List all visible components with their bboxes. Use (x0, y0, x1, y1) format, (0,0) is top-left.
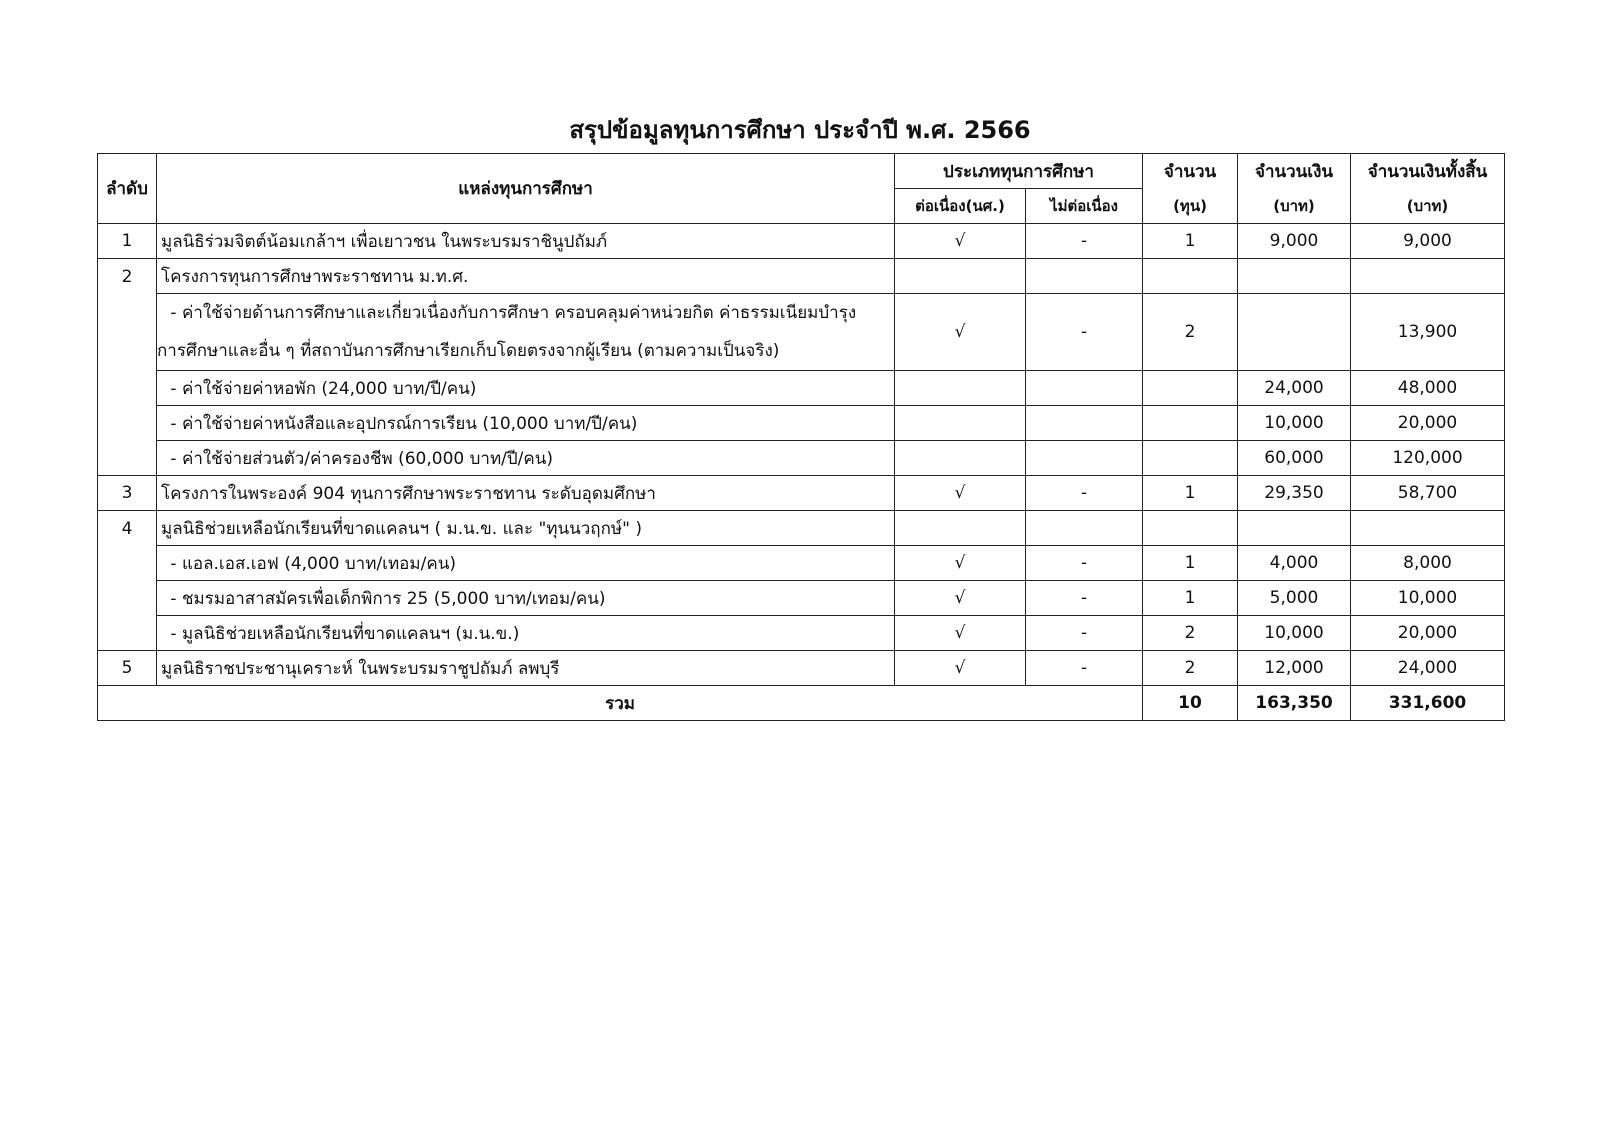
row-amount (1238, 259, 1351, 294)
header-continuous: ต่อเนื่อง(นศ.) (895, 189, 1026, 224)
row-total: 120,000 (1351, 441, 1505, 476)
document-title: สรุปข้อมูลทุนการศึกษา ประจำปี พ.ศ. 2566 (569, 116, 1031, 144)
table-row (98, 224, 1505, 259)
row-count: 1 (1143, 546, 1238, 581)
row-continuous: √ (895, 651, 1026, 686)
row-source: - ค่าใช้จ่ายค่าหนังสือและอุปกรณ์การเรียน (10,000 บาท/ปี/คน) (157, 406, 895, 441)
row-total: 48,000 (1351, 371, 1505, 406)
row-continuous (895, 259, 1026, 294)
row-source: โครงการทุนการศึกษาพระราชทาน ม.ท.ศ. (157, 259, 895, 294)
row-non-continuous (1026, 441, 1143, 476)
table-row (98, 406, 1505, 441)
table-row (98, 371, 1505, 406)
row-continuous (895, 441, 1026, 476)
row-source: - มูลนิธิช่วยเหลือนักเรียนที่ขาดแคลนฯ (ม.น.ข.) (157, 616, 895, 651)
row-continuous: √ (895, 546, 1026, 581)
row-continuous: √ (895, 294, 1026, 371)
row-no: 1 (98, 224, 157, 259)
row-source: - แอล.เอส.เอฟ (4,000 บาท/เทอม/คน) (157, 546, 895, 581)
total-count: 10 (1143, 686, 1238, 721)
total-label: รวม (98, 686, 1143, 721)
row-count: 2 (1143, 651, 1238, 686)
row-total (1351, 259, 1505, 294)
total-grand: 331,600 (1351, 686, 1505, 721)
row-source: โครงการในพระองค์ 904 ทุนการศึกษาพระราชทาน ระดับอุดมศึกษา (157, 476, 895, 511)
row-amount (1238, 511, 1351, 546)
row-no: 3 (98, 476, 157, 511)
row-amount: 5,000 (1238, 581, 1351, 616)
row-count: 2 (1143, 294, 1238, 371)
row-total: 13,900 (1351, 294, 1505, 371)
row-amount: 4,000 (1238, 546, 1351, 581)
table-row (98, 294, 1505, 371)
row-continuous (895, 511, 1026, 546)
row-total: 20,000 (1351, 406, 1505, 441)
row-continuous (895, 371, 1026, 406)
header-total-amount-unit: (บาท) (1351, 189, 1505, 224)
row-source: มูลนิธิช่วยเหลือนักเรียนที่ขาดแคลนฯ ( ม.น.ข. และ "ทุนนวฤกษ์" ) (157, 511, 895, 546)
table-row (98, 441, 1505, 476)
table-row (98, 511, 1505, 546)
row-no: 2 (98, 259, 157, 476)
row-no: 4 (98, 511, 157, 651)
header-count-unit: (ทุน) (1143, 189, 1238, 224)
header-no: ลำดับ (98, 154, 157, 224)
table-row (98, 259, 1505, 294)
row-non-continuous (1026, 371, 1143, 406)
row-source: มูลนิธิราชประชานุเคราะห์ ในพระบรมราชูปถัมภ์ ลพบุรี (157, 651, 895, 686)
row-continuous: √ (895, 476, 1026, 511)
row-total: 58,700 (1351, 476, 1505, 511)
row-count (1143, 511, 1238, 546)
row-continuous: √ (895, 581, 1026, 616)
row-non-continuous: - (1026, 294, 1143, 371)
row-no: 5 (98, 651, 157, 686)
row-count (1143, 371, 1238, 406)
row-amount: 10,000 (1238, 616, 1351, 651)
row-non-continuous: - (1026, 651, 1143, 686)
header-source: แหล่งทุนการศึกษา (157, 154, 895, 224)
header-amount: จำนวนเงิน (1238, 154, 1351, 189)
row-amount: 12,000 (1238, 651, 1351, 686)
row-count (1143, 441, 1238, 476)
row-non-continuous: - (1026, 546, 1143, 581)
header-total-amount: จำนวนเงินทั้งสิ้น (1351, 154, 1505, 189)
row-total: 24,000 (1351, 651, 1505, 686)
row-count (1143, 259, 1238, 294)
header-type: ประเภททุนการศึกษา (895, 154, 1143, 189)
row-amount: 29,350 (1238, 476, 1351, 511)
row-non-continuous: - (1026, 616, 1143, 651)
table-row (98, 616, 1505, 651)
row-count: 1 (1143, 581, 1238, 616)
row-amount: 10,000 (1238, 406, 1351, 441)
row-non-continuous (1026, 259, 1143, 294)
row-source: - ค่าใช้จ่ายส่วนตัว/ค่าครองชีพ (60,000 บาท/ปี/คน) (157, 441, 895, 476)
row-source-line-2: การศึกษาและอื่น ๆ ที่สถาบันการศึกษาเรียกเก็บโดยตรงจากผู้เรียน (ตามความเป็นจริง) (157, 341, 780, 361)
row-non-continuous: - (1026, 476, 1143, 511)
row-non-continuous (1026, 406, 1143, 441)
total-row (98, 686, 1505, 721)
row-non-continuous: - (1026, 581, 1143, 616)
header-non-continuous: ไม่ต่อเนื่อง (1026, 189, 1143, 224)
row-amount: 9,000 (1238, 224, 1351, 259)
total-amount: 163,350 (1238, 686, 1351, 721)
row-total: 8,000 (1351, 546, 1505, 581)
row-non-continuous: - (1026, 224, 1143, 259)
table-row (98, 581, 1505, 616)
row-count: 1 (1143, 476, 1238, 511)
row-total: 20,000 (1351, 616, 1505, 651)
row-total (1351, 511, 1505, 546)
row-continuous (895, 406, 1026, 441)
header-amount-unit: (บาท) (1238, 189, 1351, 224)
row-source-line-1: - ค่าใช้จ่ายด้านการศึกษาและเกี่ยวเนื่องกับการศึกษา ครอบคลุมค่าหน่วยกิต ค่าธรรมเนียมบำรุง (165, 303, 857, 323)
row-count: 2 (1143, 616, 1238, 651)
row-count (1143, 406, 1238, 441)
row-non-continuous (1026, 511, 1143, 546)
table-row (98, 546, 1505, 581)
row-amount: 60,000 (1238, 441, 1351, 476)
row-source: - ชมรมอาสาสมัครเพื่อเด็กพิการ 25 (5,000 บาท/เทอม/คน) (157, 581, 895, 616)
scholarship-table (97, 153, 1505, 721)
row-amount (1238, 294, 1351, 371)
row-source: มูลนิธิร่วมจิตต์น้อมเกล้าฯ เพื่อเยาวชน ในพระบรมราชินูปถัมภ์ (157, 224, 895, 259)
row-continuous: √ (895, 224, 1026, 259)
header-count: จำนวน (1143, 154, 1238, 189)
row-amount: 24,000 (1238, 371, 1351, 406)
table-row (98, 651, 1505, 686)
table-row (98, 476, 1505, 511)
row-count: 1 (1143, 224, 1238, 259)
row-total: 9,000 (1351, 224, 1505, 259)
row-source (157, 294, 895, 371)
row-total: 10,000 (1351, 581, 1505, 616)
row-source: - ค่าใช้จ่ายค่าหอพัก (24,000 บาท/ปี/คน) (157, 371, 895, 406)
row-continuous: √ (895, 616, 1026, 651)
